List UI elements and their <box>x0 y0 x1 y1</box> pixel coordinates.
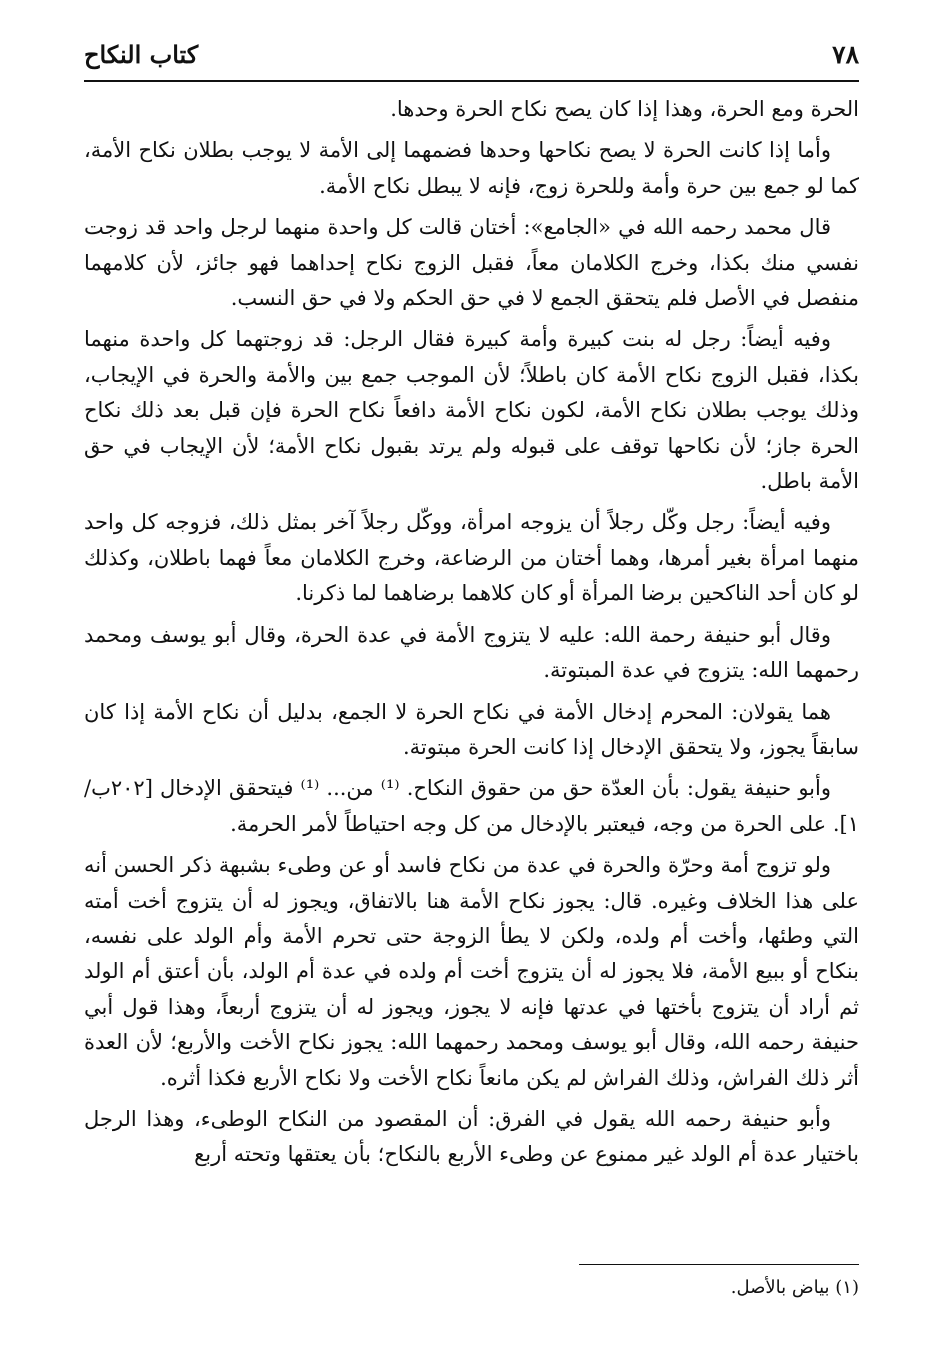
paragraph: وأما إذا كانت الحرة لا يصح نكاحها وحدها فضمهما إلى الأمة لا يوجب بطلان نكاح الأمة، كما لو جمع بين حرة وأمة وللحرة زوج، فإنه لا يبطل نكاح الأمة. <box>84 138 859 198</box>
paragraph: هما يقولان: المحرم إدخال الأمة في نكاح الحرة لا الجمع، بدليل أن نكاح الأمة إذا كان سابقاً يجوز، ولا يتحقق الإدخال إذا كانت الحرة مبتوتة. <box>84 699 859 759</box>
paragraph: وأبو حنيفة يقول: بأن العدّة حق من حقوق النكاح. ⁽¹⁾ من... ⁽¹⁾ فيتحقق الإدخال [٢٠٢ب/١]. على الحرة من وجه، فيعتبر بالإدخال من كل وجه احتياطاً لأمر الحرمة. <box>84 776 859 836</box>
page-number: ٧٨ <box>832 40 859 69</box>
paragraph: وقال أبو حنيفة رحمة الله: عليه لا يتزوج الأمة في عدة الحرة، وقال أبو يوسف ومحمد رحمهما الله: يتزوج في عدة المبتوتة. <box>84 622 859 683</box>
footnote-rule <box>579 1264 859 1265</box>
paragraph: وفيه أيضاً: رجل وكّل رجلاً أن يزوجه امرأة، ووكّل رجلاً آخر بمثل ذلك، فزوجه كل واحد منهما امرأة بغير أمرها، وهما أختان من الرضاعة، وخرج الكلامان معاً فهما باطلان، وكذلك لو كان أحد الناكحين برضا المرأة أو كان كلاهما برضاهما لما ذكرنا. <box>84 510 859 606</box>
paragraph: الحرة ومع الحرة، وهذا إذا كان يصح نكاح الحرة وحدها. <box>390 97 859 121</box>
main-text <box>84 92 859 1179</box>
header-rule <box>84 80 859 82</box>
paragraph: قال محمد رحمه الله في «الجامع»: أختان قالت كل واحدة منهما لرجل واحد قد زوجت نفسي منك بكذا، وخرج الكلامان معاً، فقبل الزوج نكاح إحداهما فهو جائز، لأن كلامهما منفصل في الأصل فلم يتحقق الجمع لا في حق الحكم ولا في حق النسب. <box>84 215 859 311</box>
footnote: (١) بياض بالأصل. <box>730 1277 859 1298</box>
paragraph: ولو تزوج أمة وحرّة والحرة في عدة من نكاح فاسد أو عن وطىء بشبهة ذكر الحسن أنه على هذا الخلاف وغيره. قال: يجوز نكاح الأمة هنا بالاتفاق، ويجوز له أن يتزوج أخت أمته التي وطئها، وأخت أم ولده، ولكن لا يطأ الزوجة حتى تحرم الأمة وأم الولد على نفسه، بنكاح أو ببيع الأمة، فلا يجوز له أن يتزوج أخت أم ولده في عدة أم الولد، بأن أعتق أم الولد ثم أراد أن يتزوج بأختها في عدتها فإنه لا يجوز، ويجوز له أن يتزوج أربعاً، وهذا قول أبي حنيفة رحمه الله، وقال أبو يوسف ومحمد رحمهما الله: يجوز نكاح الأخت والأربع؛ لأن العدة أثر ذلك الفراش، وذلك الفراش لم يكن مانعاً نكاح الأخت ولا نكاح الأربع فكذا أثره. <box>84 853 859 1090</box>
book-title: كتاب النكاح <box>84 40 199 69</box>
paragraph: وأبو حنيفة رحمه الله يقول في الفرق: أن المقصود من النكاح الوطىء، وهذا الرجل باختيار عدة أم الولد غير ممنوع عن وطىء الأربع بالنكاح؛ بأن يعتقها وتحته أربع <box>84 1106 859 1167</box>
paragraph: وفيه أيضاً: رجل له بنت كبيرة وأمة كبيرة فقال الرجل: قد زوجتهما كل واحدة منهما بكذا، فقبل الزوج نكاح الأمة كان باطلاً؛ لأن الموجب جمع بين والأمة والحرة في الإيجاب، وذلك يوجب بطلان نكاح الأمة، لكون نكاح الأمة دافعاً نكاح الحرة فإن قبل بعد ذلك نكاح الحرة جاز؛ لأن نكاحها توقف على قبوله ولم يرتد بقبول نكاح الأمة؛ لأن الإيجاب في حق الأمة باطل. <box>84 327 859 494</box>
running-header <box>84 36 859 78</box>
